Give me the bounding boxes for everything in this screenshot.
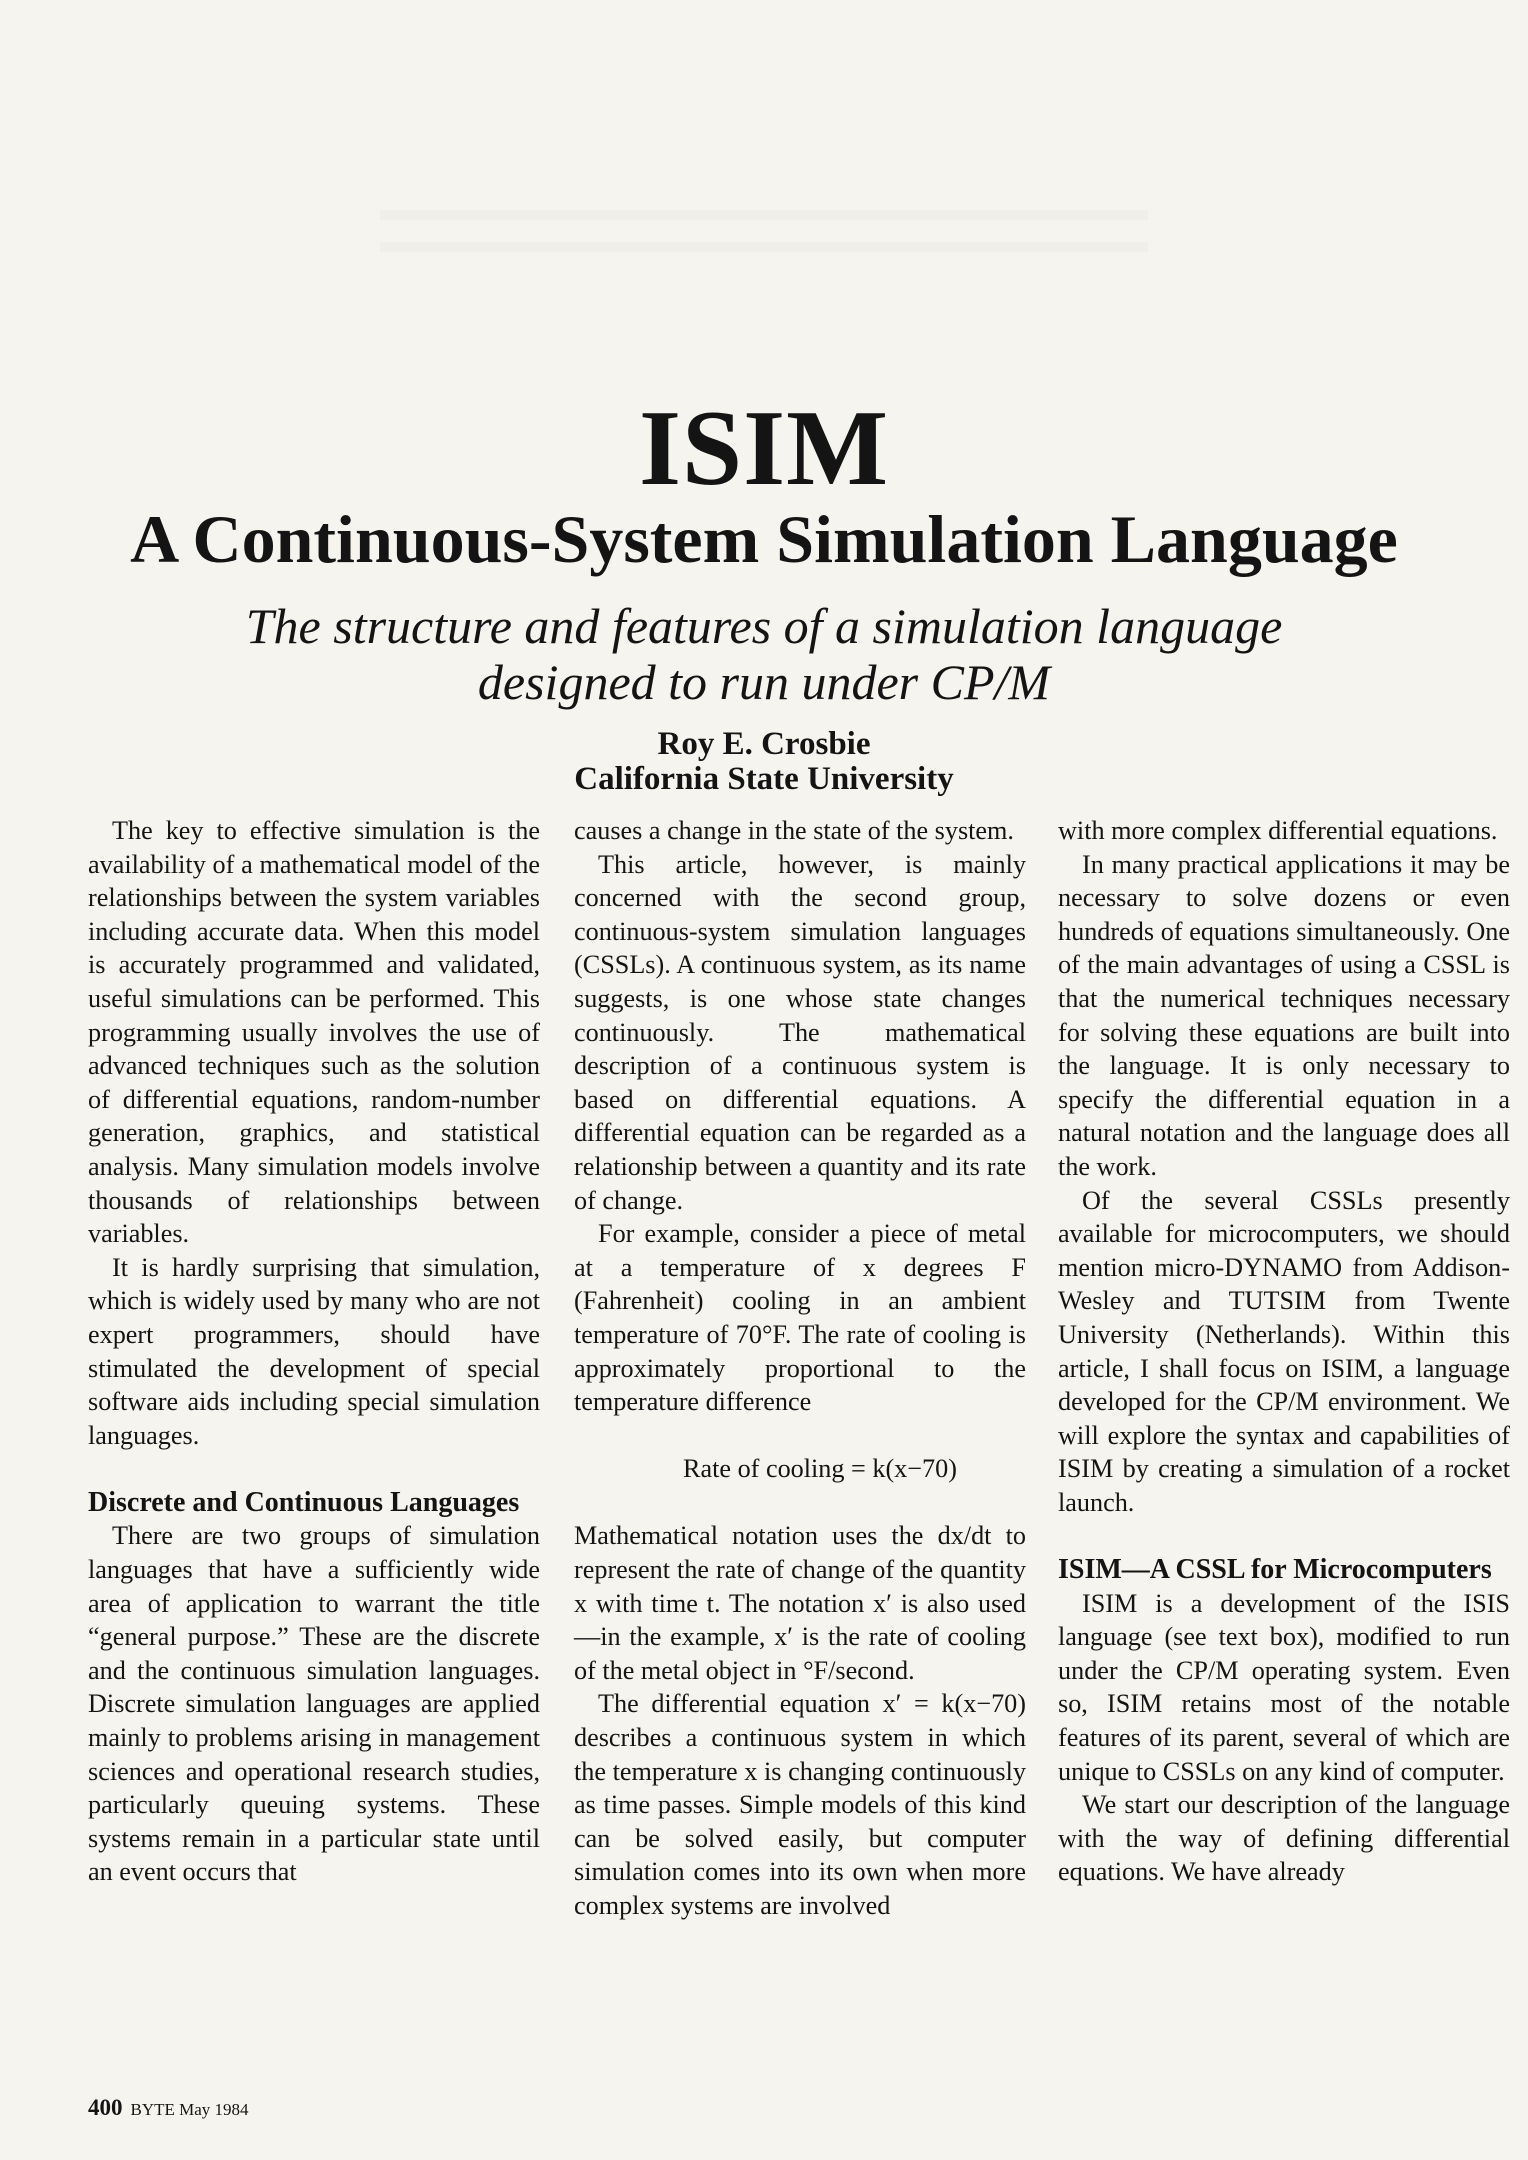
page-number: 400 [88, 2095, 123, 2120]
article-deck: The structure and features of a simulation language designed to run under CP/M [245, 598, 1283, 710]
paragraph: In many practical applications it may be necessary to solve dozens or even hundreds of equations simultaneously. One of the main advantages of using a CSSL is that the numerical techniques necessary for solving these equations are built into the language. It is only necessary to specify the differential equation in a natural notation and the language does all the work. [1058, 849, 1510, 1181]
column-1 [88, 814, 540, 1889]
paragraph: Mathematical notation uses the dx/dt to represent the rate of change of the quantity x with time t. The notation x′ is also used—in the example, x′ is the rate of cooling of the metal object in °F/second. [574, 1521, 1026, 1685]
paragraph: with more complex differential equations. [1058, 816, 1498, 845]
show-through-ghost-text [0, 30, 1528, 410]
column-3 [1058, 814, 1510, 1889]
paragraph: Of the several CSSLs presently available for microcomputers, we should mention micro-DYNAMO from Addison-Wesley and TUTSIM from Twente University (Netherlands). Within this article, I shall focus on ISIM, a language developed for the CP/M environment. We will explore the syntax and capabilities of ISIM by creating a simulation of a rocket launch. [1058, 1185, 1510, 1517]
paragraph: ISIM is a development of the ISIS language (see text box), modified to run under the CP/M operating system. Even so, ISIM retains most of the notable features of its parent, several of which are unique to CSSLs on any kind of computer. [1058, 1588, 1510, 1786]
paragraph: This article, however, is mainly concerned with the second group, continuous-system simulation languages (CSSLs). A continuous system, as its name suggests, is one whose state changes continuously. The mathematical description of a continuous system is based on differential equations. A differential equation can be regarded as a relationship between a quantity and its rate of change. [574, 849, 1026, 1215]
article-title: ISIM [638, 389, 890, 508]
paragraph: It is hardly surprising that simulation, which is widely used by many who are not expert programmers, should have stimulated the development of special software aids including special simulation languages. [88, 1252, 540, 1450]
equation: Rate of cooling = k(x−70) [683, 1454, 957, 1484]
page-footer [88, 2093, 249, 2125]
paragraph: We start our description of the language with the way of defining differential equations. We have already [1058, 1790, 1510, 1887]
section-heading: Discrete and Continuous Languages [88, 1486, 520, 1518]
author-affiliation: California State University [574, 761, 954, 797]
section-heading: ISIM—A CSSL for Microcomputers [1058, 1554, 1492, 1586]
magazine-issue: BYTE May 1984 [130, 2100, 249, 2119]
paragraph: The differential equation x′ = k(x−70) describes a continuous system in which the temperature x is changing continuously as time passes. Simple models of this kind can be solved easily, but computer simulation comes into its own when more complex systems are involved [574, 1689, 1026, 1920]
article-subtitle: A Continuous-System Simulation Language [130, 501, 1398, 577]
paragraph: For example, consider a piece of metal at a temperature of x degrees F (Fahrenheit) cooling in an ambient temperature of 70°F. The rate of cooling is approximately proportional to the temperature difference [574, 1219, 1026, 1417]
column-2 [574, 814, 1026, 1923]
author-name: Roy E. Crosbie [657, 726, 871, 762]
paragraph: There are two groups of simulation languages that have a sufficiently wide area of application to warrant the title “general purpose.” These are the discrete and the continuous simulation languages. Discrete simulation languages are applied mainly to problems arising in management sciences and operational research studies, particularly queuing systems. These systems remain in a particular state until an event occurs that [88, 1521, 540, 1887]
paragraph: causes a change in the state of the system. [574, 816, 1014, 845]
paragraph: The key to effective simulation is the availability of a mathematical model of the relationships between the system variables including accurate data. When this model is accurately programmed and validated, useful simulations can be performed. This programming usually involves the use of advanced techniques such as the solution of differential equations, random-number generation, graphics, and statistical analysis. Many simulation models involve thousands of relationships between variables. [88, 816, 540, 1249]
